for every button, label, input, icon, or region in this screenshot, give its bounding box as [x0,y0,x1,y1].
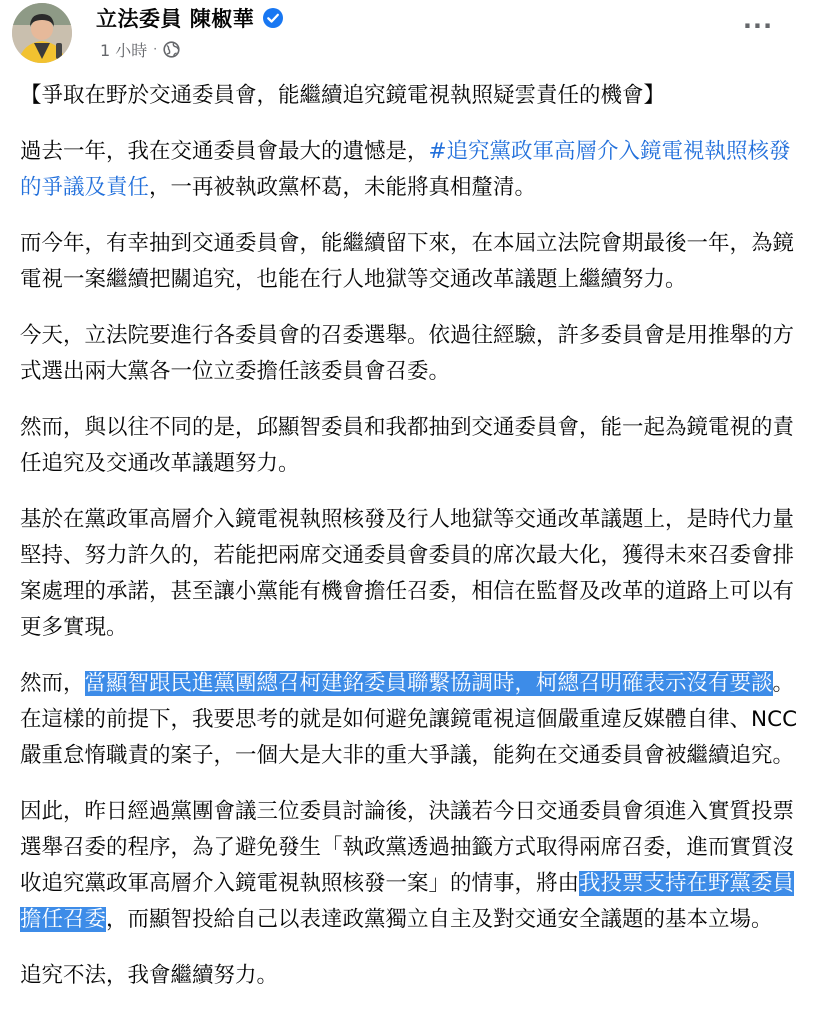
avatar[interactable] [12,3,72,63]
author-row [96,2,284,34]
paragraph-8: 追究不法，我會繼續努力。 [20,963,279,988]
hashtag-link[interactable]: #追究黨政軍高層介入鏡電視執照核發的爭議及責任 [20,139,791,200]
paragraph-6 [20,666,801,774]
paragraph-1-prefix: 過去一年，我在交通委員會最大的遺憾是， [20,139,429,164]
post-title: 【爭取在野於交通委員會，能繼續追究鏡電視執照疑雲責任的機會】 [20,83,666,108]
post-timestamp[interactable]: 1 小時 [100,40,148,60]
post-header [0,0,821,76]
author-name[interactable]: 立法委員 陳椒華 [96,7,255,31]
globe-icon[interactable] [163,41,180,58]
post-content [20,78,801,1014]
more-options-button[interactable] [740,8,776,44]
meta-separator: · [153,42,158,56]
paragraph-4: 然而，與以往不同的是，邱顯智委員和我都抽到交通委員會，能一起為鏡電視的責任追究及交通改革議題努力。 [20,415,795,476]
paragraph-6-suffix: 。在這樣的前提下，我要思考的就是如何避免讓鏡電視這個嚴重違反媒體自律、NCC嚴重怠惰職責的案子，一個大是大非的重大爭議，能夠在交通委員會被繼續追究。 [20,671,798,768]
paragraph-7-prefix: 因此，昨日經過黨團會議三位委員討論後，決議若今日交通委員會須進入實質投票選舉召委的程序，為了避免發生「執政黨透過抽籤方式取得兩席召委，進而實質沒收追究黨政軍高層介入鏡電視執照核發一案」的情事，將由 [20,799,795,896]
verified-badge-icon [262,7,284,29]
paragraph-1 [20,134,801,206]
more-options-icon: ··· [742,12,774,40]
paragraph-7 [20,794,801,938]
paragraph-1-suffix: ，一再被執政黨杯葛，未能將真相釐清。 [149,175,537,200]
selected-text-highlight: 當顯智跟民進黨團總召柯建銘委員聯繫協調時，柯總召明確表示沒有要談 [84,671,773,696]
paragraph-3: 今天，立法院要進行各委員會的召委選舉。依過往經驗，許多委員會是用推舉的方式選出兩大黨各一位立委擔任該委員會召委。 [20,323,795,384]
post-meta [100,36,180,62]
paragraph-5: 基於在黨政軍高層介入鏡電視執照核發及行人地獄等交通改革議題上，是時代力量堅持、努力許久的，若能把兩席交通委員會委員的席次最大化，獲得未來召委會排案處理的承諾，甚至讓小黨能有機會擔任召委，相信在監督及改革的道路上可以有更多實現。 [20,507,795,640]
paragraph-7-suffix: ，而顯智投給自己以表達政黨獨立自主及對交通安全議題的基本立場。 [106,907,773,932]
paragraph-6-prefix: 然而， [20,671,85,696]
paragraph-2: 而今年，有幸抽到交通委員會，能繼續留下來，在本屆立法院會期最後一年，為鏡電視一案繼續把關追究，也能在行人地獄等交通改革議題上繼續努力。 [20,231,795,292]
selected-text-highlight: 我投票支持在野黨委員擔任召委 [20,871,795,932]
